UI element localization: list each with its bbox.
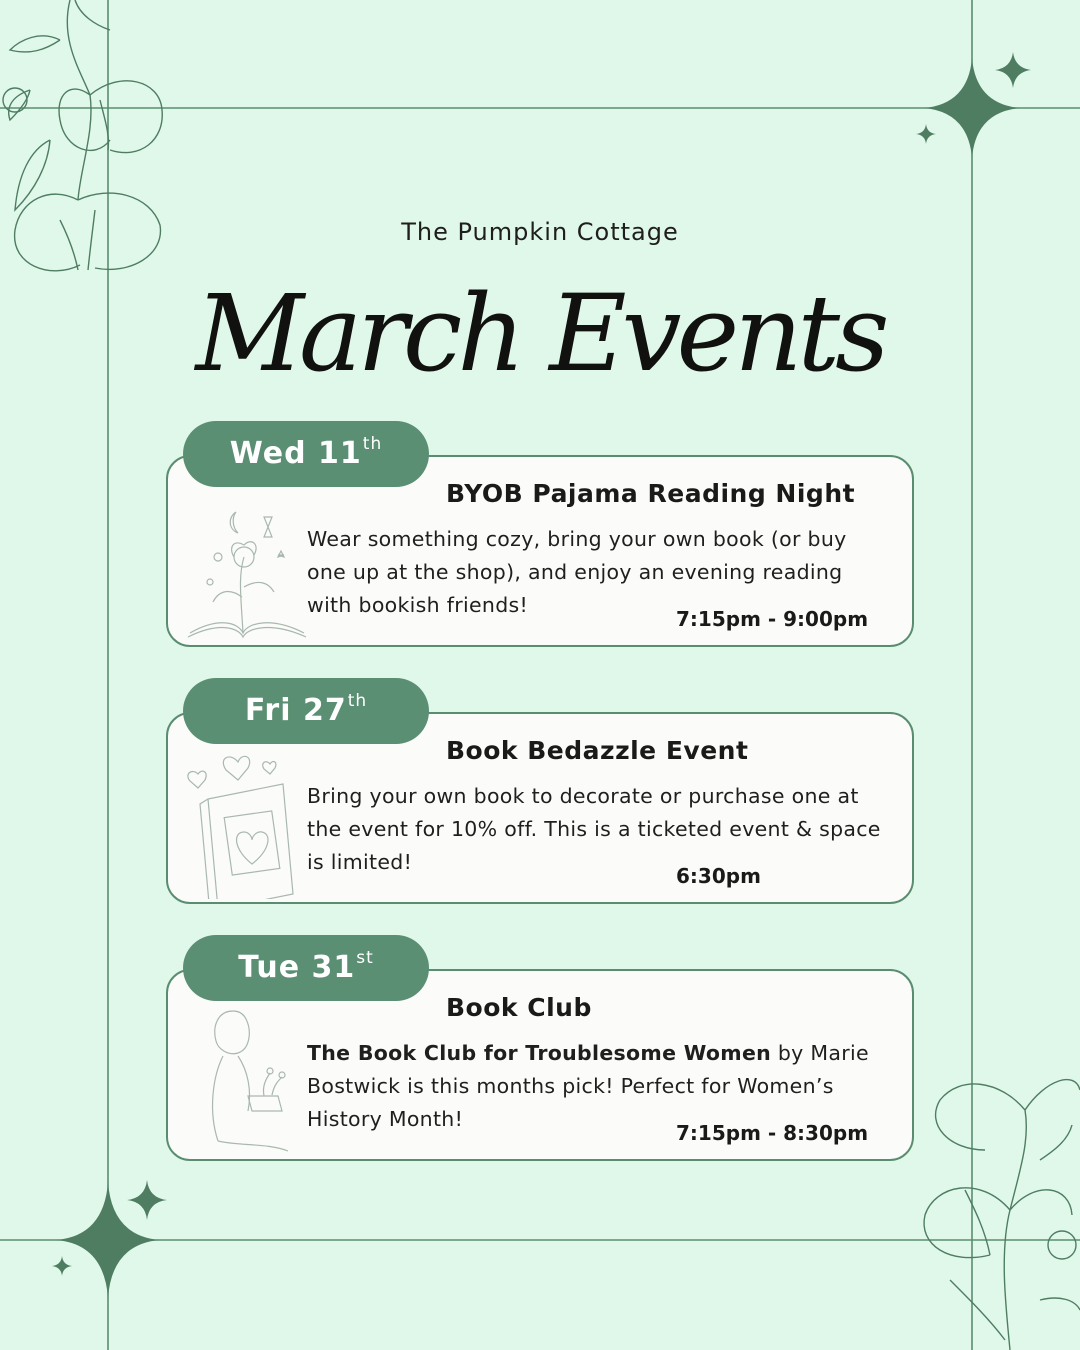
sparkle-icon	[127, 1180, 167, 1220]
book-title: The Book Club for Troublesome Women	[307, 1041, 772, 1065]
event-date-badge	[183, 678, 429, 744]
event-description: Wear something cozy, bring your own book (or buy one up at the shop), and enjoy an evening reading with bookish friends!	[307, 527, 847, 617]
event-date-badge	[183, 935, 429, 1001]
event-day-suffix: st	[356, 948, 374, 968]
page-title: March Events	[195, 272, 885, 395]
event-day: Tue 31	[238, 950, 356, 985]
event-time: 7:15pm - 8:30pm	[676, 1121, 869, 1145]
sparkle-icon	[916, 124, 936, 144]
event-day-suffix: th	[347, 691, 368, 711]
heart-book-icon	[178, 744, 308, 899]
event-title: Book Bedazzle Event	[446, 736, 749, 765]
event-description-text: by Marie Bostwick is this months pick! Perfect for Women’s History Month!	[307, 1041, 869, 1131]
event-day: Wed 11	[229, 436, 362, 471]
event-time: 6:30pm	[676, 864, 761, 888]
event-day: Fri 27	[244, 693, 347, 728]
event-date-badge	[183, 421, 429, 487]
brand-name: The Pumpkin Cottage	[401, 218, 679, 246]
sparkle-icon	[995, 52, 1031, 88]
event-title: BYOB Pajama Reading Night	[446, 479, 856, 508]
sparkle-icon	[52, 1256, 72, 1276]
event-time: 7:15pm - 9:00pm	[676, 607, 869, 631]
flower-bottom-right-icon	[924, 1080, 1080, 1350]
book-flower-icon	[178, 487, 308, 642]
event-title: Book Club	[446, 993, 592, 1022]
event-description: Bring your own book to decorate or purchase one at the event for 10% off. This is a ticketed event & space is limited!	[307, 784, 881, 874]
event-day-suffix: th	[362, 434, 383, 454]
reading-woman-icon	[178, 1001, 308, 1156]
